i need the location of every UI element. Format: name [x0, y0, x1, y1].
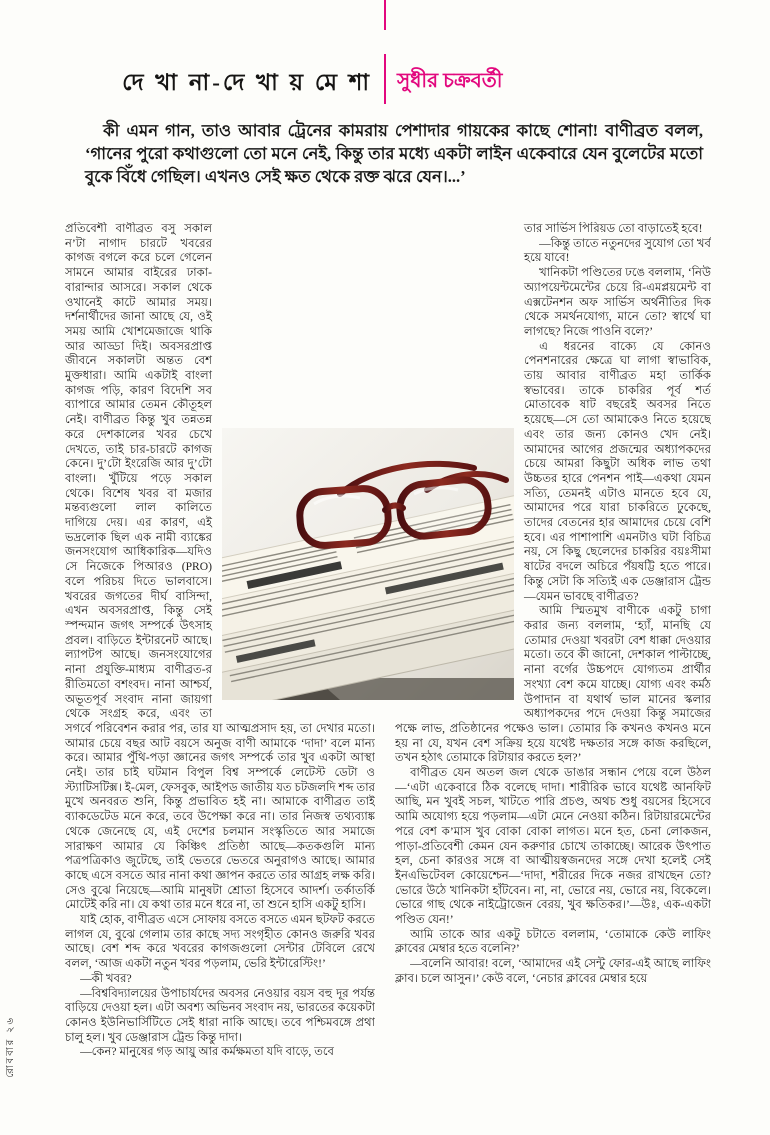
paragraph: এ ধরনের বাক্যে যে কোনও পেনশনারের ক্ষেত্রে ঘা লাগা স্বাভাবিক, তায় আবার বাণীব্রত মহা তার্কিক স্বভাবের। তাকে চাকরির পূর্ব শর্ত মোতাবেক ষাট বছরেই অবসর নিতে হয়েছে—সে তো আমাকেও নিতে হয়েছে এবং তার জন্য কোনও খেদ নেই। আমাদের আগের প্রজন্মের অধ্যাপকদের চেয়ে আমরা কিছুটা অধিক লাভ তথা উচ্চতর হারে পেনশন পাই—একথা যেমন সত্যি, তেমনই এটাও মানতে হবে যে, আমাদের পরে যারা চাকরিতে ঢুকেছে, তাদের বেতনের হার আমাদের চেয়ে বেশি হবে। এর পাশাপাশি এমনটাও ঘটা বিচিত্র নয়, সে কিছু ছেলেদের চাকরির বয়ঃসীমা ষাটের বদলে অচিরে পঁয়ষট্টি হতে পারে। কিন্তু সেটা কি সত্যিই এক ডেঞ্জারাস ট্রেন্ড—যেমন ভাবছে বাণীব্রত?: [524, 339, 711, 603]
intro-paragraph: কী এমন গান, তাও আবার ট্রেনের কামরায় পেশাদার গায়কের কাছে শোনা! বাণীব্রত বলল, ‘গানের পুরো কথাগুলো তো মনে নেই, কিন্তু তার মধ্যে একটা লাইন একেবারে যেন বুলেটের মতো বুকে বিঁধে গেছিল। এখনও সেই ক্ষত থেকে রক্ত ঝরে যেন।...’: [85, 121, 703, 186]
paragraph: আমি স্মিতমুখ বাণীকে একটু চাগা করার জন্য বললাম, ‘হ্যাঁ, মানছি যে তোমার দেওয়া খবরটা বেশ ধাক্কা দেওয়ার মতো। তবে কী জানো, দেশকাল পাল্টাচ্ছে, নানা বর্গের উচ্চপদে যোগ্যতম প্রার্থীর সংখ্যা বেশ কমে যাচ্ছে। যোগ্য এবং কর্মঠ উপাদান বা যথার্থ ভাল মানের স্কলার অধ্যাপকদের পদে দেওয়া কিন্তু সমাজের পক্ষে লাভ, প্রতিষ্ঠানের পক্ষেও ভাল। তোমার কি কখনও কখনও মনে হয় না যে, যখন বেশ সক্রিয় হয়ে যথেষ্ট দক্ষতার সঙ্গে কাজ করছিলে, তখন হঠাৎ তোমাকে রিটায়ার করতে হল?’: [395, 604, 711, 765]
page-title: দে খা না-দে খা য় মে শা: [122, 70, 372, 95]
paragraph: আমি তাকে আর একটু চটাতে বললাম, ‘তোমাকে কেউ লাফিং ক্লাবের মেম্বার হতে বলেনি?’: [395, 927, 711, 956]
paragraph: —কী খবর?: [80, 971, 132, 985]
paragraph: —বিশ্ববিদ্যালয়ের উপাচার্যদের অবসর নেওয়ার বয়স বহু দূর পর্যন্ত বাড়িয়ে দেওয়া হল। এটা অবশ্য অভিনব সংবাদ নয়, ভারতের কয়েকটা কোনও ইউনিভার্সিটিতে সেই ধারা নাকি আছে। তবে পশ্চিমবঙ্গে প্রথা চালু হল। খুব ডেঞ্জারাস ট্রেন্ড কিন্তু দাদা।: [65, 986, 375, 1044]
paragraph: তার সার্ভিস পিরিয়ড তো বাড়াতেই হবে!: [524, 222, 703, 235]
paragraph: —কিন্তু তাতে নতুনদের সুযোগ তো খর্ব হয়ে যাবে!: [524, 236, 711, 265]
top-accent-line: [384, 0, 386, 30]
section-folio-vertical: রোববার ২৬: [5, 1016, 16, 1078]
glasses-newspaper-illustration: [222, 428, 514, 700]
paragraph: খানিকটা পণ্ডিতের ঢঙে বললাম, ‘নিউ অ্যাপয়েন্টমেন্টের চেয়ে রি-এমপ্লয়মেন্ট বা এক্সটেনশন অফ সার্ভিস অর্থনীতির দিক থেকে সমর্থনযোগ্য, মানে তো? স্বার্থে ঘা লাগছে? নিজে পাওনি বলে?’: [524, 266, 711, 338]
paragraph: —বলেনি আবার! বলে, ‘আমাদের এই সেন্টু ফোর-এই আছে লাফিং ক্লাব। চলে আসুন।’ কেউ বলে, ‘নেচার ক্লাবের মেম্বার হয়ে: [395, 957, 711, 985]
paragraph: বাণীব্রত যেন অতল জল থেকে ডাঙার সন্ধান পেয়ে বলে উঠল—‘এটা একেবারে ঠিক বলেছে দাদা। শারীরিক ভাবে যথেষ্ট আনফিট আছি, মন খুবই সচল, খাটতে পারি প্রচণ্ড, অথচ শুধু বয়সের হিসেবে আমি অযোগ্য হয়ে পড়লাম—এটা মেনে নেওয়া কঠিন। রিটায়ারমেন্টের পরে বেশ ক’মাস খুব বোকা বোকা লাগত। মনে হত, চেনা লোকজন, পাড়া-প্রতিবেশী কেমন যেন করুণার চোখে তাকাচ্ছে। আরেক উৎপাত হল, চেনা কারওর সঙ্গে বা আত্মীয়স্বজনদের সঙ্গে দেখা হলেই সেই ইনএভিটেবল কোয়েশ্চেন—‘দাদা, শরীরের দিকে নজর রাখছেন তো? ভোরে উঠে খানিকটা হাঁটবেন। না, না, ভোরে নয়, ভোরে নয়, বিকেলে। ভোরে গাছ থেকে নাইট্রোজেন বেরয়, খুব ক্ষতিকর।’—উঃ, এক-একটা পণ্ডিত যেন!’: [395, 766, 711, 927]
paragraph: —কেন? মানুষের গড় আয়ু আর কর্মক্ষমতা যদি বাড়ে, তবে: [80, 1045, 335, 1059]
header-divider-line: [384, 54, 386, 104]
paragraph: প্রতিবেশী বাণীব্রত বসু সকাল ন’টা নাগাদ চারটে খবরের কাগজ বগলে করে চলে গেলেন সামনে আমার বাইরের ঢাকা-বারান্দার আসরে। সকাল থেকে ওখানেই কাটে আমার সময়। দর্শনার্থীদের জানা আছে যে, ওই সময় আমি খোশমেজাজে থাকি আর আড্ডা দিই। অবসরপ্রাপ্ত জীবনে সকালটা অন্তত বেশ মুক্তধারা। আমি একটাই বাংলা কাগজ পড়ি, কারণ বিদেশি সব ব্যাপারে আমার তেমন কৌতূহল নেই। বাণীব্রত কিন্তু খুব তন্নতন্ন করে দেশকালের খবর চেখে দেখতে, তাই চার-চারটে কাগজ কেনে। দু’টো ইংরেজি আর দু’টো বাংলা। খুঁটিয়ে পড়ে সকাল থেকে। বিশেষ খবর বা মজার মন্তব্যগুলো লাল কালিতে দাগিয়ে দেয়। এর কারণ, এই ভদ্রলোক ছিল এক নামী ব্যাঙ্কের জনসংযোগ আধিকারিক—যদিও সে নিজেকে পিআরও (PRO) বলে পরিচয় দিতে ভালবাসে। খবরের জগতের দীর্ঘ বাসিন্দা, এখন অবসরপ্রাপ্ত, কিন্তু সেই স্পন্দমান জগৎ সম্পর্কে উৎসাহ প্রবল। বাড়িতে ইন্টারনেট আছে। ল্যাপটপ আছে। জনসংযোগের নানা প্রযুক্তি-মাধ্যম বাণীব্রত-র রীতিমতো বশংবদ। নানা আশ্চর্য, অভূতপূর্ব সংবাদ নানা জায়গা থেকে সংগ্রহ করে, এবং তা সগর্বে পরিবেশন করার পর, তার যা আত্মপ্রসাদ হয়, তা দেখার মতো। আমার চেয়ে বছর আট বয়সে অনুজ বাণী আমাকে ‘দাদা’ বলে মান্য করে। আমার পুঁথি-পড়া জ্ঞানের জগৎ সম্পর্কে তার খুব একটা আস্থা নেই। তার চাই ঘটমান বিপুল বিশ্ব সম্পর্কে লেটেস্ট ডেটা ও স্ট্যাটিসটিক্স। ই-মেল, ফেসবুক, আইপড জাতীয় যত চটজলদি শব্দ তার মুখে অনবরত শুনি, কিন্তু প্রভাবিত হই না। আমাকে বাণীব্রত তাই ব্যাকডেটেড মনে করে, তবে উপেক্ষা করে না। তার নিজস্ব তথ্যব্যাঙ্ক থেকে জেনেছে যে, এই দেশের চলমান সংস্কৃতিতে আর সমাজে সারাক্ষণ আমার যে কিঞ্চিৎ প্রতিষ্ঠা আছে—কতকগুলি মান্য পত্রপত্রিকাও জুটেছে, তাই ভেতরে ভেতরে অনুরাগও আছে। আমার কাছে এসে বসতে আর নানা কথা জ্ঞাপন করতে তার আগ্রহ লক্ষ করি। সেও বুঝে নিয়েছে—আমি মানুষটা শ্রোতা হিসেবে আদর্শ। তর্কাতর্কি মোটেই করি না। যে কথা তার মনে ধরে না, তা শুনে হাসি একটু হাসি।: [65, 222, 375, 912]
glasses-newspaper-photo: [222, 428, 514, 700]
paragraph: যাই হোক, বাণীব্রত এসে সোফায় বসতে বসতে এমন ছটফট করতে লাগল যে, বুঝে গেলাম তার কাছে সদ্য সংগৃহীত কোনও জরুরি খবর আছে। বেশ শব্দ করে খবরের কাগজগুলো সেন্টার টেবিলে রেখে বলল, ‘আজ একটা নতুন খবর পড়লাম, ভেরি ইন্টারেস্টিং!’: [65, 913, 375, 971]
author-name: সুধীর চক্রবর্তী: [397, 70, 503, 92]
